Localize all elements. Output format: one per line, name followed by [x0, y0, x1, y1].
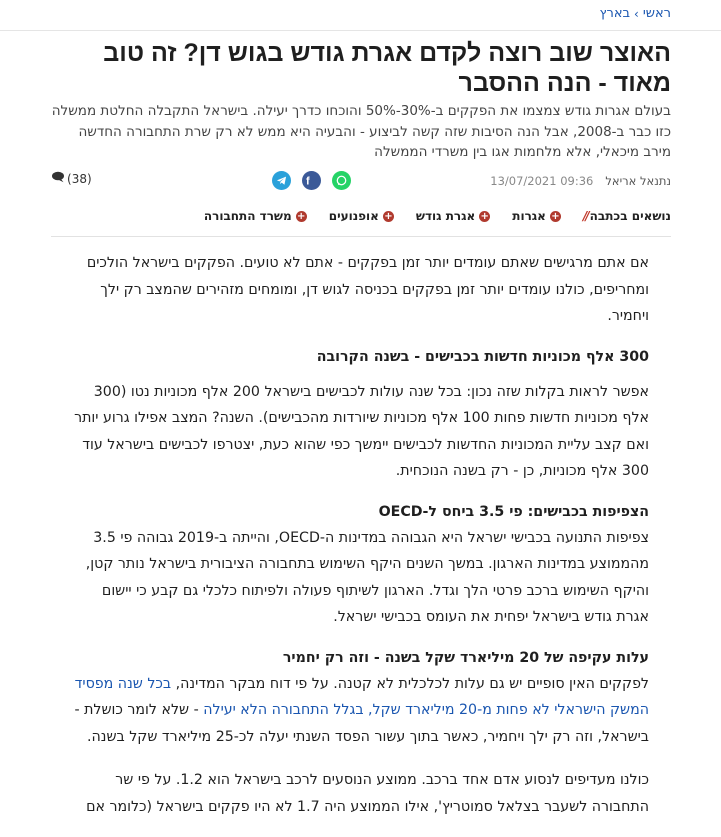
header-divider: [0, 30, 721, 31]
section-heading: עלות עקיפה של 20 מיליארד שקל בשנה - וזה רק יחמיר: [282, 649, 649, 666]
paragraph: אם אתם מרגישים שאתם עומדים יותר זמן בפקקים - אתם לא טועים. הפקקים בישראל הולכים ומחריפים, כולנו עומדים יותר זמן בפקקים בכניסה לגוש דן, ומומחים מזהירים שהמצב רק ילך ויחמיר.: [86, 255, 649, 324]
paragraph: אפשר לראות בקלות שזה נכון: בכל שנה עולות לכבישים בישראל 200 אלף מכוניות נטו (300 אלף מכוניות חדשות פחות 100 אלף מכוניות שיורדות מהכבישים). השנה? המצב אפילו גרוע יותר ואם קצב עליית המכוניות החדשות לכבישים יימשך כפי שהוא כעת, יצטרפו לכבישים בישראל עוד 300 אלף מכוניות, כן - רק בשנה הנוכחית.: [74, 383, 649, 479]
tags-label: [583, 209, 671, 223]
section-heading: 300 אלף מכוניות חדשות בכבישים - בשנה הקרובה: [316, 348, 649, 365]
comments-count-label: (38): [67, 171, 92, 186]
tag-item[interactable]: [512, 209, 561, 223]
tag-label: אגרת גודש: [415, 209, 476, 223]
plus-icon: +: [551, 210, 560, 222]
breadcrumb: [599, 6, 671, 21]
paragraph: [69, 671, 649, 751]
comments-count[interactable]: [51, 171, 92, 186]
plus-icon: +: [384, 210, 393, 222]
tag-item[interactable]: [329, 209, 394, 223]
breadcrumb-section-link[interactable]: בארץ: [599, 6, 631, 21]
tag-label: אופנועים: [328, 209, 379, 223]
tags-divider: [51, 236, 671, 237]
paragraph: כולנו מעדיפים לנסוע אדם אחד ברכב. ממוצע הנוסעים לרכב בישראל הוא 1.2. על פי שר התחבורה לשעבר בצלאל סמוטריץ', אילו הממוצע היה 1.7 לא היו פקקים בישראל (כלומר אם: [86, 772, 649, 815]
tag-item[interactable]: [204, 209, 307, 223]
paragraph-text: - שלא לומר כושלת - בישראל, וזה רק ילך ויחמיר, כאשר בתוך עשור הפסד השנתי יעלה לכ-25 מיליארד שקל בשנה.: [74, 702, 649, 745]
article-meta: [51, 171, 671, 191]
plus-icon: +: [480, 210, 489, 222]
tag-label: משרד התחבורה: [203, 209, 292, 223]
paragraph: צפיפות התנועה בכבישי ישראל היא הגבוהה במדינות ה-OECD, והייתה ב-2019 גבוהה פי 3.5 מהממוצע במדינות הארגון. במשך השנים היקף השימוש בתחבורה הציבורית בישראל נותר קטן, והיקף השימוש ברכב פרטי הלך וגדל. הארגון לשיתוף פעולה ולפיתוח כלכלי גם קבע כי יישום אגרת גודש בישראל יפחית את העומס בכבישי ישראל.: [85, 529, 649, 625]
telegram-icon[interactable]: [272, 171, 291, 190]
publish-date: 13/07/2021 09:36: [490, 174, 594, 188]
page-title: האוצר שוב רוצה לקדם אגרת גודש בגוש דן? זה טוב מאוד - הנה ההסבר: [103, 39, 671, 97]
breadcrumb-separator: ›: [634, 6, 639, 21]
section-heading: הצפיפות בכבישים: פי 3.5 ביחס ל-OECD: [378, 503, 649, 520]
whatsapp-icon[interactable]: [332, 171, 351, 190]
article-tags: [51, 209, 671, 223]
facebook-icon[interactable]: [302, 171, 321, 190]
tag-label: אגרות: [512, 209, 546, 223]
breadcrumb-home-link[interactable]: ראשי: [642, 6, 671, 21]
author-name[interactable]: נתנאל אריאל: [605, 174, 671, 188]
paragraph-text: לפקקים האין סופיים יש גם עלות לכלכלית לא קטנה. על פי דוח מבקר המדינה,: [171, 675, 649, 692]
svg-text:f: f: [305, 175, 310, 188]
tags-label-text: נושאים בכתבה: [589, 209, 671, 223]
article-subtitle: בעולם אגרות גודש צמצמו את הפקקים ב-30%-50% והוכחו כדרך יעילה. בישראל התקבלה החלטת ממשלה כזו כבר ב-2008, אבל הנה הסיבות שזה קשה לביצוע - והבעיה היא ממש לא רק שרת התחבורה החדשה מירב מיכאלי, אלא מלחמות אגו בין משרדי הממשלה: [51, 103, 671, 160]
comment-icon: [51, 171, 65, 186]
share-buttons: [272, 171, 351, 190]
plus-icon: +: [297, 210, 306, 222]
article-body: [69, 250, 649, 837]
state-comptroller-link[interactable]: בכל שנה מפסיד המשק הישראלי לא פחות מ-20 מיליארד שקל, בגלל התחבורה הלא יעילה: [74, 675, 649, 718]
tag-item[interactable]: [416, 209, 490, 223]
tags-slash-icon: //: [582, 209, 588, 223]
